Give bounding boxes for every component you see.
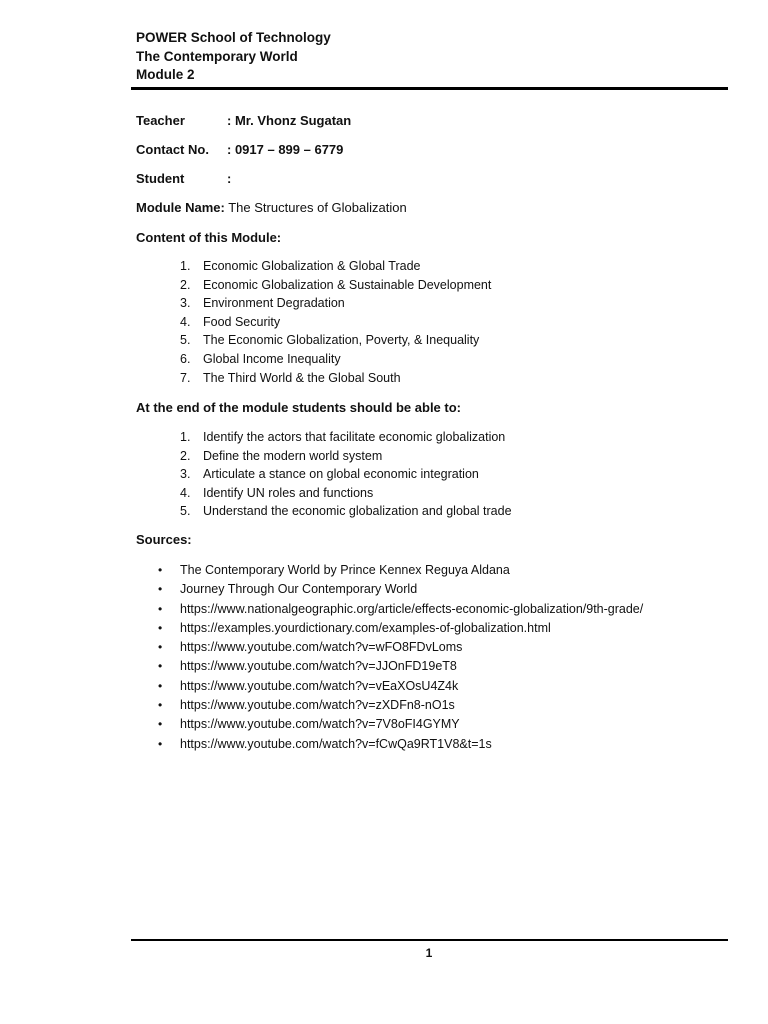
list-item-text: Articulate a stance on global economic integration xyxy=(203,467,479,482)
content-list xyxy=(180,257,491,387)
list-item xyxy=(158,735,643,754)
list-item-number: 6. xyxy=(180,351,191,366)
list-item-number: 5. xyxy=(180,504,191,519)
list-item xyxy=(158,561,643,580)
list-item xyxy=(158,677,643,696)
header-divider xyxy=(131,87,728,90)
contact-label: Contact No. xyxy=(136,142,209,157)
list-item-text: The Economic Globalization, Poverty, & Inequality xyxy=(203,333,480,348)
list-item-text: Identify UN roles and functions xyxy=(203,485,374,500)
list-item-number: 1. xyxy=(180,430,191,444)
source-link[interactable]: https://www.youtube.com/watch?v=zXDFn8-nO1s xyxy=(180,698,455,713)
list-item-number: 2. xyxy=(180,448,191,463)
list-item-text: Economic Globalization & Global Trade xyxy=(203,259,421,273)
list-item xyxy=(158,696,643,715)
list-item xyxy=(180,465,512,484)
bullet-icon: • xyxy=(158,582,163,597)
source-link[interactable]: https://examples.yourdictionary.com/examples-of-globalization.html xyxy=(180,620,551,635)
list-item xyxy=(180,276,491,295)
list-item xyxy=(180,331,491,350)
list-item-text: Global Income Inequality xyxy=(203,351,341,366)
source-link[interactable]: https://www.youtube.com/watch?v=wFO8FDvLoms xyxy=(180,640,463,655)
contact-row xyxy=(136,142,343,158)
list-item-number: 5. xyxy=(180,333,191,348)
source-link[interactable]: https://www.youtube.com/watch?v=JJOnFD19eT8 xyxy=(180,659,457,674)
page-number: 1 xyxy=(425,946,433,960)
student-row xyxy=(136,171,231,187)
list-item-text: Identify the actors that facilitate economic globalization xyxy=(203,430,506,444)
module-name-row xyxy=(136,200,407,216)
sources-list xyxy=(158,561,643,754)
list-item xyxy=(180,502,512,521)
bullet-icon: • xyxy=(158,601,163,616)
list-item-text: Food Security xyxy=(203,314,281,329)
student-label: Student xyxy=(136,171,185,186)
module-name-value: The Structures of Globalization xyxy=(228,200,407,215)
list-item-text: The Third World & the Global South xyxy=(203,370,401,385)
list-item-number: 7. xyxy=(180,370,191,385)
list-item-number: 3. xyxy=(180,467,191,482)
list-item xyxy=(158,638,643,657)
list-item-number: 2. xyxy=(180,277,191,292)
student-value: : xyxy=(227,171,232,186)
course-title: The Contemporary World xyxy=(136,48,298,64)
sources-heading: Sources: xyxy=(136,532,192,547)
source-link[interactable]: https://www.youtube.com/watch?v=fCwQa9RT1V8&t=1s xyxy=(180,736,492,751)
module-name-label: Module Name: xyxy=(136,200,225,215)
source-link[interactable]: https://www.nationalgeographic.org/article/effects-economic-globalization/9th-grade/ xyxy=(180,601,644,616)
list-item-number: 4. xyxy=(180,485,191,500)
list-item xyxy=(180,294,491,313)
contact-value: : 0917 – 899 – 6779 xyxy=(227,142,344,157)
source-text: Journey Through Our Contemporary World xyxy=(180,582,418,597)
objectives-list xyxy=(180,428,512,521)
list-item-number: 4. xyxy=(180,314,191,329)
list-item-text: Economic Globalization & Sustainable Development xyxy=(203,277,492,292)
list-item xyxy=(180,313,491,332)
list-item xyxy=(158,580,643,599)
list-item xyxy=(180,428,512,447)
bullet-icon: • xyxy=(158,620,163,635)
school-name: POWER School of Technology xyxy=(136,30,331,45)
objectives-heading: At the end of the module students should be able to: xyxy=(136,400,461,415)
teacher-label: Teacher xyxy=(136,113,185,128)
list-item-text: Understand the economic globalization and global trade xyxy=(203,504,512,519)
list-item xyxy=(180,257,491,276)
document-header xyxy=(136,29,331,85)
bullet-icon: • xyxy=(158,736,163,751)
source-link[interactable]: https://www.youtube.com/watch?v=vEaXOsU4Z4k xyxy=(180,678,459,693)
bullet-icon: • xyxy=(158,678,163,693)
module-title: Module 2 xyxy=(136,67,195,82)
list-item xyxy=(158,619,643,638)
list-item xyxy=(158,715,643,734)
list-item xyxy=(180,369,491,388)
source-link[interactable]: https://www.youtube.com/watch?v=7V8oFI4GYMY xyxy=(180,717,460,732)
source-text: The Contemporary World by Prince Kennex Reguya Aldana xyxy=(180,563,510,577)
content-heading: Content of this Module: xyxy=(136,230,282,245)
bullet-icon: • xyxy=(158,640,163,655)
list-item xyxy=(180,447,512,466)
list-item-text: Define the modern world system xyxy=(203,448,383,463)
list-item xyxy=(180,350,491,369)
list-item-number: 1. xyxy=(180,259,191,273)
teacher-row xyxy=(136,113,351,129)
footer-divider xyxy=(131,939,728,941)
list-item-number: 3. xyxy=(180,296,191,311)
list-item xyxy=(158,657,643,676)
list-item xyxy=(180,484,512,503)
list-item-text: Environment Degradation xyxy=(203,296,345,311)
teacher-value: : Mr. Vhonz Sugatan xyxy=(227,113,352,128)
bullet-icon: • xyxy=(158,717,163,732)
list-item xyxy=(158,600,643,619)
bullet-icon: • xyxy=(158,698,163,713)
bullet-icon: • xyxy=(158,659,163,674)
bullet-icon: • xyxy=(158,563,163,577)
